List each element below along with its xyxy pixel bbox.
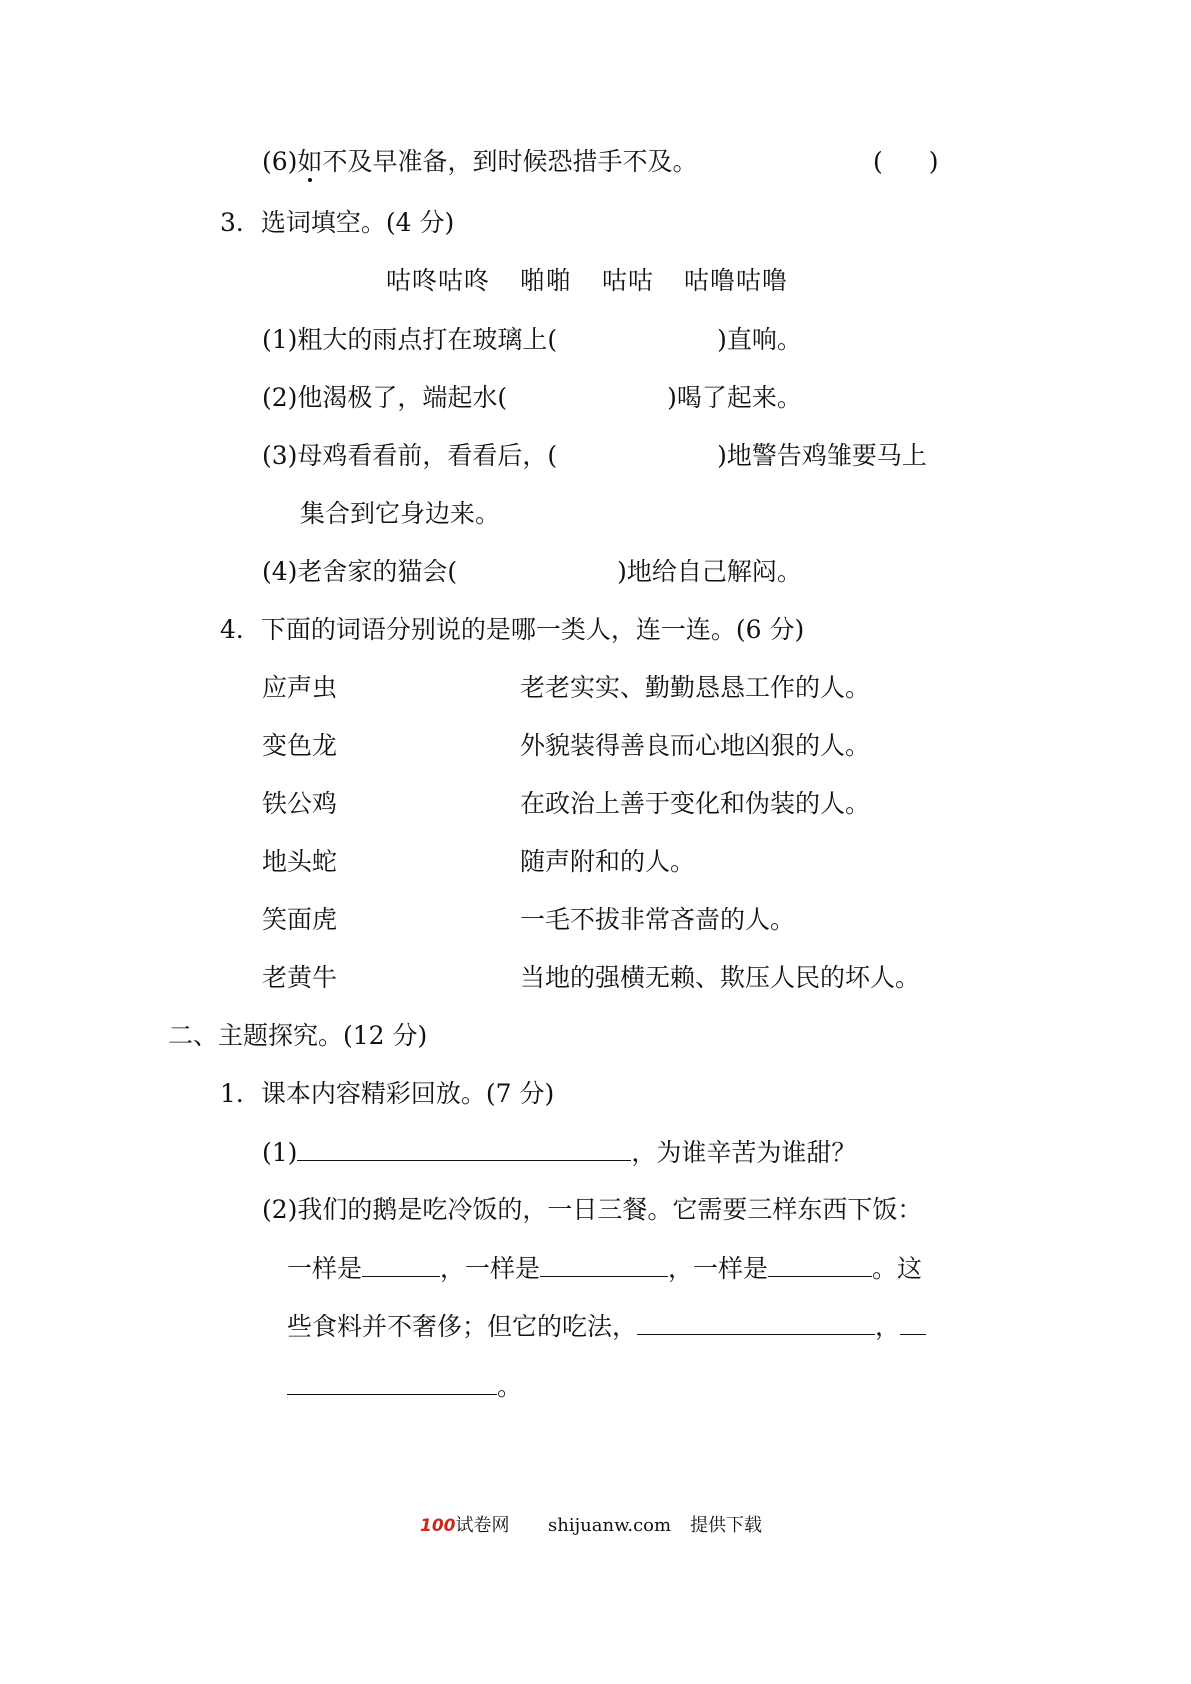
- item-text: (2)他渴极了，端起水(: [262, 383, 508, 412]
- item-text: )直响。: [717, 325, 802, 354]
- fill-blank[interactable]: [540, 1250, 668, 1277]
- item-text: 不及早准备，到时候恐措手不及。: [322, 147, 698, 176]
- fill-blank[interactable]: [362, 1250, 440, 1277]
- item-text: ，: [875, 1312, 901, 1341]
- item-text: 。这: [872, 1254, 923, 1283]
- item-text: ，一样是: [440, 1254, 541, 1283]
- emphasis-dotted-char: 如: [297, 147, 323, 176]
- item-text: ，一样是: [668, 1254, 769, 1283]
- q3-item-3: [262, 438, 927, 474]
- item-text: ，为谁辛苦为谁甜？: [631, 1138, 857, 1167]
- match-left-item[interactable]: 老黄牛: [262, 963, 338, 992]
- fill-blank[interactable]: [287, 1368, 497, 1395]
- site-logo: [420, 1512, 510, 1540]
- answer-paren[interactable]: [873, 144, 939, 180]
- match-left-item[interactable]: 应声虫: [262, 673, 338, 702]
- fill-blank[interactable]: [297, 1134, 631, 1161]
- s2-item-2-line-2: [287, 1250, 922, 1287]
- match-left-item[interactable]: 变色龙: [262, 731, 338, 760]
- q3-item-2: [262, 380, 802, 416]
- item-text: 。: [497, 1372, 523, 1401]
- match-right-item[interactable]: 一毛不拔非常吝啬的人。: [520, 905, 796, 934]
- match-right-item[interactable]: 当地的强横无赖、欺压人民的坏人。: [520, 963, 921, 992]
- item-text: )地警告鸡雏要马上: [717, 441, 927, 470]
- item-text: (3)母鸡看看前，看看后，(: [262, 441, 558, 470]
- item-text: )地给自己解闷。: [617, 557, 802, 586]
- paren-open: (: [873, 147, 883, 176]
- site-url[interactable]: shijuanw.com: [548, 1515, 672, 1536]
- q4-heading: 4．下面的词语分别说的是哪一类人，连一连。(6 分): [220, 615, 805, 644]
- match-right-item[interactable]: 在政治上善于变化和伪装的人。: [520, 789, 871, 818]
- item-prefix: (6): [262, 147, 298, 176]
- download-note: 提供下载: [690, 1515, 762, 1536]
- match-left-item[interactable]: 地头蛇: [262, 847, 338, 876]
- q2-item-6: [262, 144, 697, 180]
- s2-q1-heading: 1．课本内容精彩回放。(7 分): [220, 1079, 555, 1108]
- match-left-item[interactable]: 铁公鸡: [262, 789, 338, 818]
- item-text: 一样是: [287, 1254, 363, 1283]
- item-text: (1)粗大的雨点打在玻璃上(: [262, 325, 558, 354]
- item-text: 些食料并不奢侈；但它的吃法，: [287, 1312, 638, 1341]
- q3-item-1: [262, 322, 802, 358]
- fill-blank[interactable]: [900, 1308, 926, 1335]
- match-right-item[interactable]: 老老实实、勤勤恳恳工作的人。: [520, 673, 871, 702]
- s2-item-1: [262, 1134, 856, 1171]
- q3-item-3-cont: 集合到它身边来。: [300, 499, 501, 528]
- word-bank-item: 啪啪: [520, 266, 573, 295]
- word-bank: [386, 263, 818, 299]
- paren-close: ): [928, 147, 939, 176]
- match-left-item[interactable]: 笑面虎: [262, 905, 338, 934]
- word-bank-item: 咕噜咕噜: [684, 266, 789, 295]
- word-bank-item: 咕咕: [602, 266, 655, 295]
- item-text: )喝了起来。: [667, 383, 802, 412]
- s2-item-2-line-1: (2)我们的鹅是吃冷饭的，一日三餐。它需要三样东西下饭：: [262, 1195, 923, 1224]
- item-prefix: (1): [262, 1138, 298, 1167]
- q3-heading: 3．选词填空。(4 分): [220, 208, 455, 237]
- logo-text: 试卷网: [455, 1515, 510, 1536]
- fill-blank[interactable]: [768, 1250, 872, 1277]
- word-bank-item: 咕咚咕咚: [386, 266, 491, 295]
- match-right-item[interactable]: 随声附和的人。: [520, 847, 696, 876]
- item-text: (4)老舍家的猫会(: [262, 557, 458, 586]
- match-right-item[interactable]: 外貌装得善良而心地凶狠的人。: [520, 731, 871, 760]
- fill-blank[interactable]: [637, 1308, 875, 1335]
- section-2-heading: 二、主题探究。(12 分): [168, 1021, 428, 1050]
- s2-item-2-line-4: [287, 1368, 522, 1405]
- q3-item-4: [262, 554, 802, 590]
- logo-number: 100: [420, 1516, 456, 1536]
- s2-item-2-line-3: [287, 1308, 926, 1345]
